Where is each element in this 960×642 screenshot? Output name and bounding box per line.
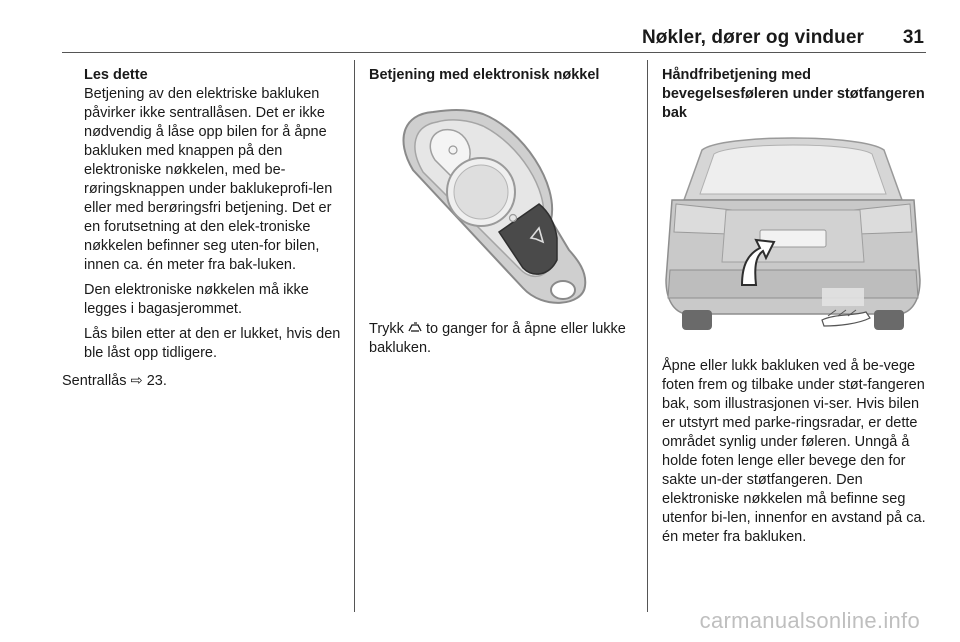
note-block xyxy=(84,66,346,363)
reference-text: Sentrallås xyxy=(62,373,127,389)
section-electronic-key xyxy=(369,66,637,85)
note-heading: Les dette xyxy=(84,67,148,83)
section-heading: Betjening med elektronisk nøkkel xyxy=(369,67,600,83)
body-paragraph: Åpne eller lukk bakluken ved å be-vege foten frem og tilbake under støt-fangeren bak, som illustrasjonen vi-ser. Hvis bilen er utstyrt med parke-ringsradar, er dette området synlig under føleren. Unngå å holde foten lenge eller bevege den for sakte un-der støtfangeren. Den elektroniske nøkkelen må befinne seg utenfor bi-len, innenfor en avstand på ca. én meter fra bakluken. xyxy=(662,358,926,545)
column-divider xyxy=(647,60,648,612)
electronic-key-illustration xyxy=(369,94,632,308)
note-paragraph: Den elektroniske nøkkelen må ikke legges i bagasjerommet. xyxy=(84,282,309,317)
cross-reference-link[interactable] xyxy=(62,372,167,391)
tailgate-icon xyxy=(408,322,422,334)
car-rear-illustration xyxy=(662,130,925,340)
note-paragraph: Betjening av den elektriske bakluken påvirker ikke sentrallåsen. Det er ikke nødvendig å låse opp bilen for å åpne bakluken med knappen på den elektroniske nøkkelen, med be-røringsknappen under baklukeprofi-len eller med berøringsfri betjening. Det er en forutsetning at den elek-troniske nøkkelen befinner seg uten-for bilen, innen ca. én meter fra bak-luken. xyxy=(84,86,333,273)
reference-arrow-icon: ⇨ xyxy=(130,373,143,389)
figure-caption xyxy=(369,320,637,358)
caption-text: to ganger for å åpne eller lukke bakluken. xyxy=(369,321,626,356)
column-divider xyxy=(354,60,355,612)
watermark: carmanualsonline.info xyxy=(699,608,920,633)
section-heading: Håndfribetjening med bevegelsesføleren under støtfangeren bak xyxy=(662,67,925,121)
page-title: Nøkler, dører og vinduer xyxy=(641,27,864,48)
caption-text: Trykk xyxy=(369,321,404,337)
page-header xyxy=(62,22,926,53)
note-paragraph: Lås bilen etter at den er lukket, hvis den ble låst opp tidligere. xyxy=(84,326,341,361)
reference-page: 23. xyxy=(146,373,167,389)
car-rear-foot-sensor-icon xyxy=(666,138,920,330)
section-hands-free xyxy=(662,66,928,123)
page-number: 31 xyxy=(902,27,924,48)
